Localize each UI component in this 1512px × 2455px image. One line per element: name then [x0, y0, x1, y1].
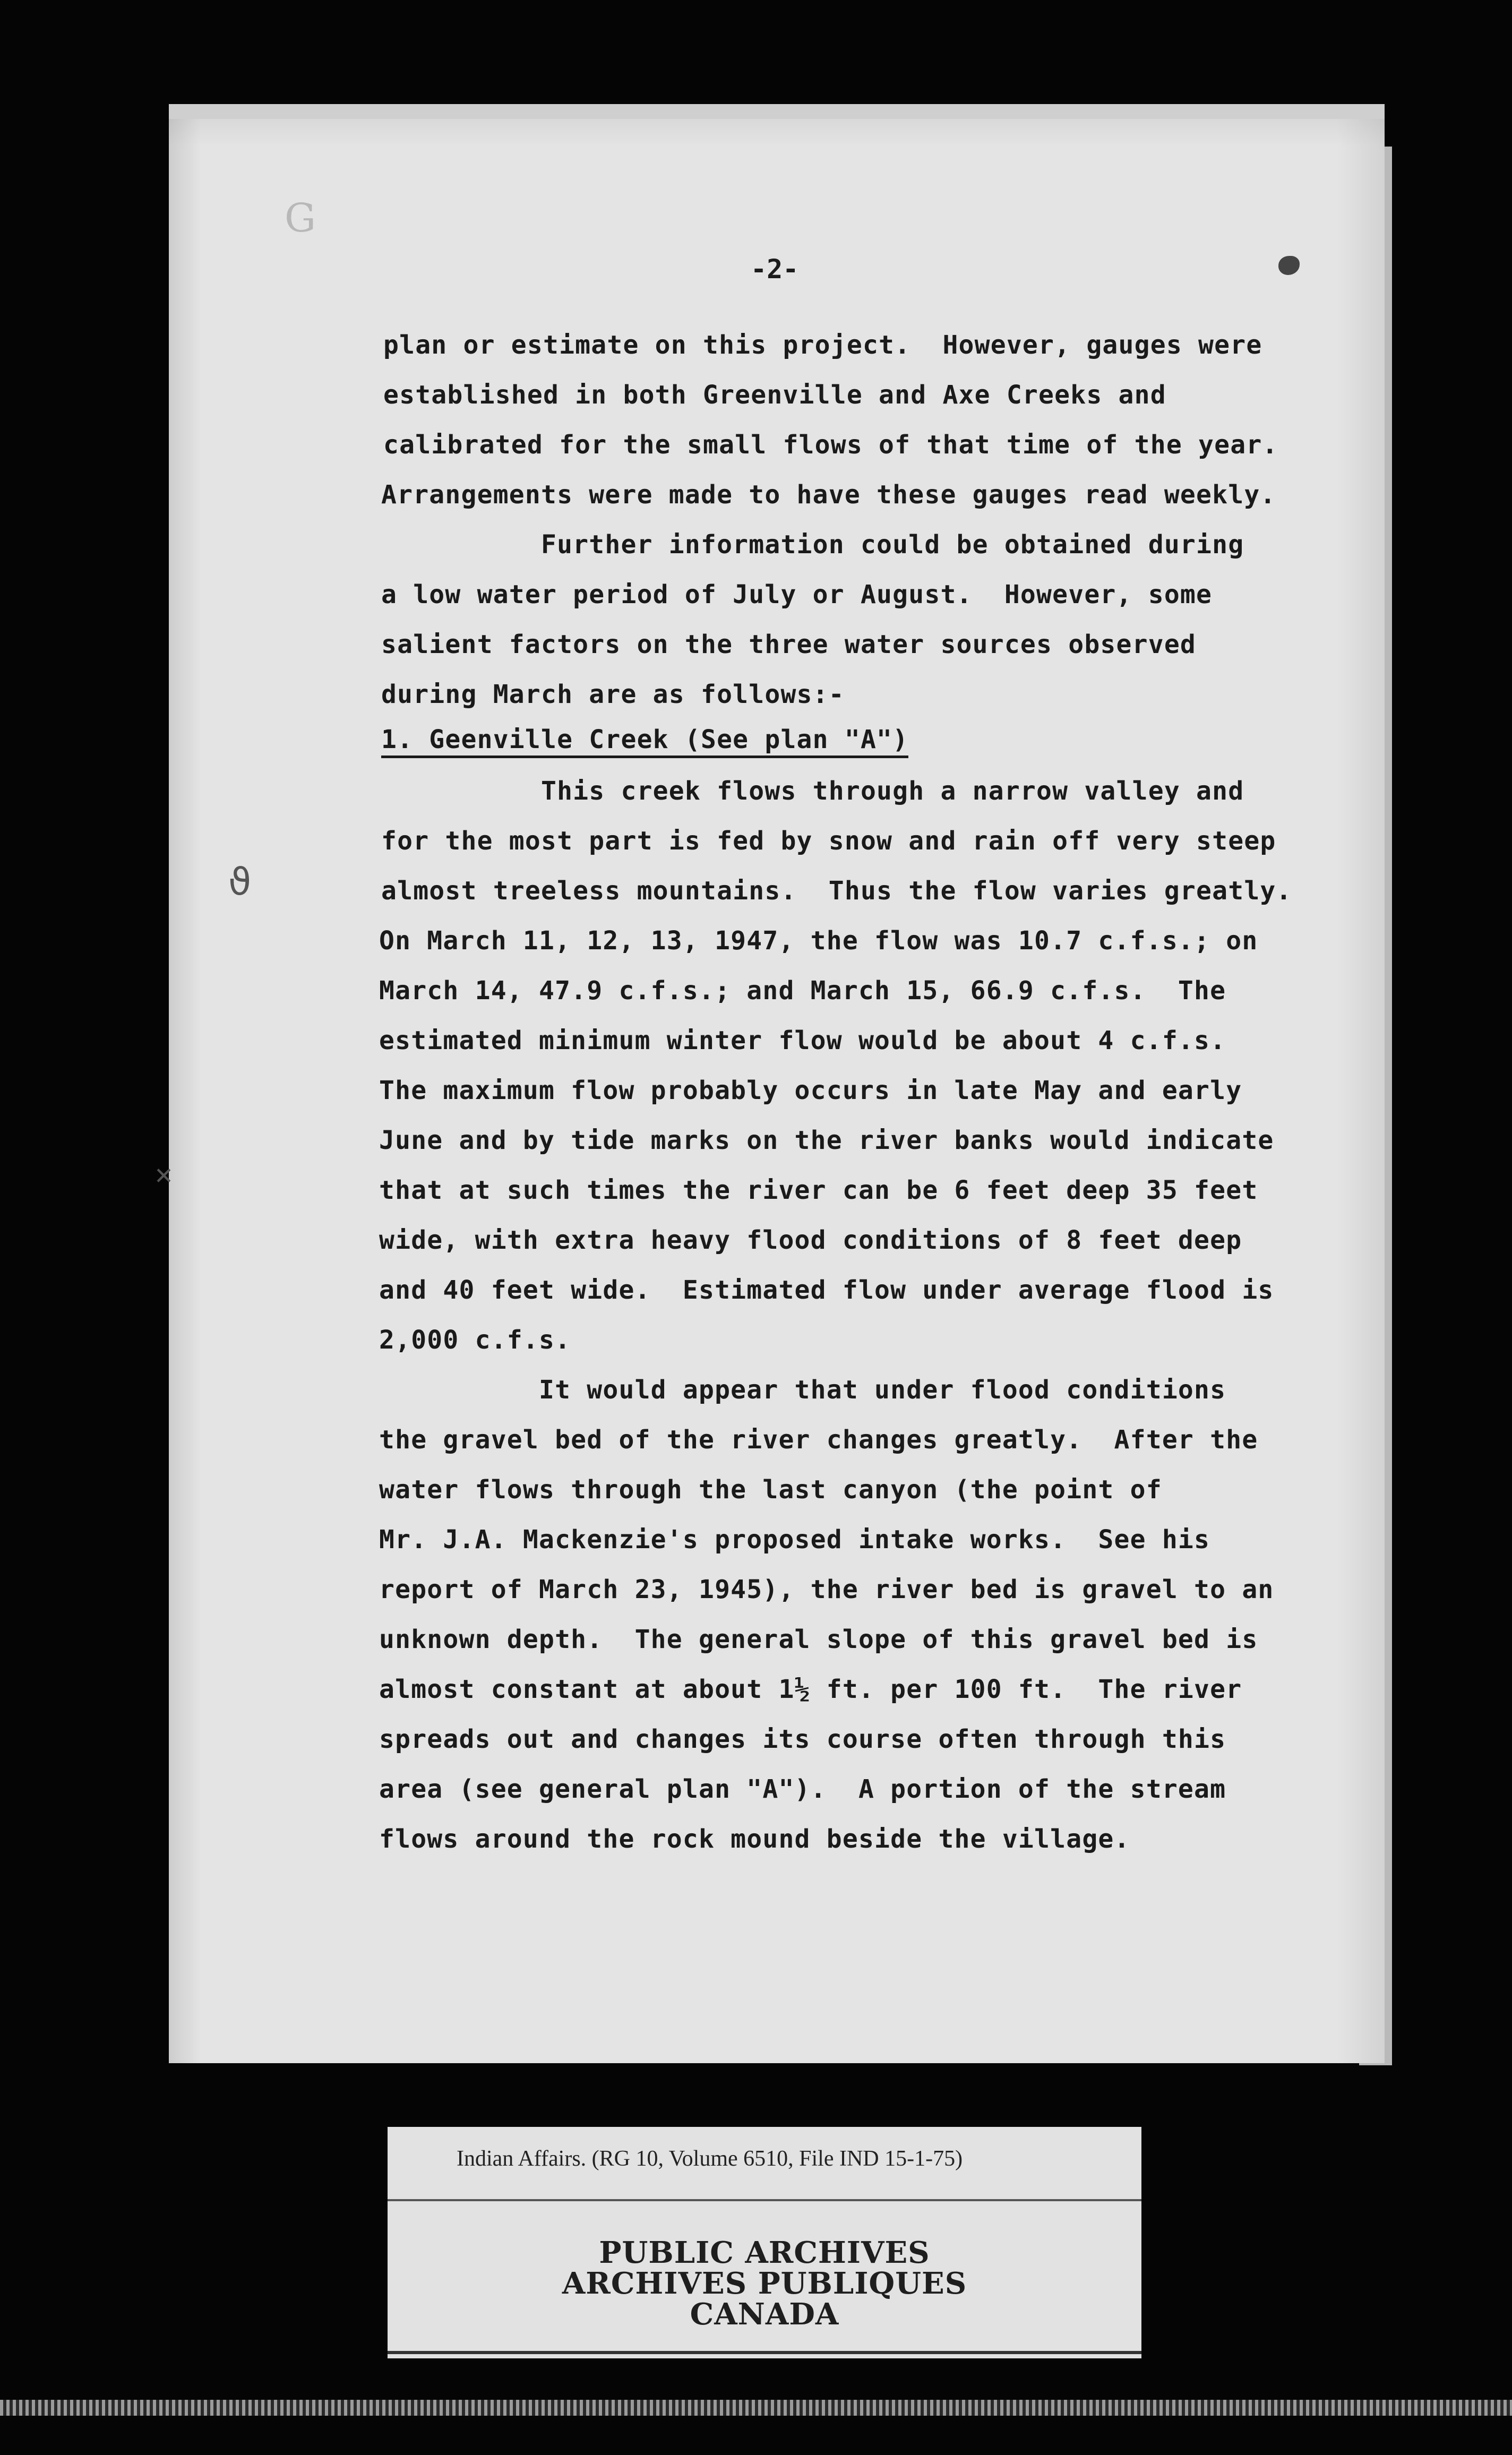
text-line: unknown depth. The general slope of this gravel bed is	[379, 1625, 1258, 1654]
text-line: It would appear that under flood conditions	[379, 1375, 1226, 1405]
text-line: calibrated for the small flows of that time of the year.	[383, 430, 1278, 460]
text-line: spreads out and changes its course often through this	[379, 1724, 1226, 1754]
text-line: a low water period of July or August. However, some	[381, 580, 1213, 610]
text-line: This creek flows through a narrow valley and	[381, 776, 1244, 806]
page-number: -2-	[751, 254, 799, 285]
text-line: water flows through the last canyon (the point of	[379, 1475, 1162, 1505]
archive-name-en: PUBLIC ARCHIVES	[599, 2235, 930, 2270]
text-line: March 14, 47.9 c.f.s.; and March 15, 66.9 c.f.s. The	[379, 976, 1226, 1006]
text-line: Mr. J.A. Mackenzie's proposed intake works. See his	[379, 1525, 1210, 1555]
text-line: flows around the rock mound beside the village.	[379, 1824, 1130, 1854]
text-line: almost constant at about 1½ ft. per 100 ft. The river	[379, 1675, 1242, 1704]
text-line: salient factors on the three water sources observed	[381, 630, 1197, 659]
label-bottom-rule	[388, 2351, 1141, 2354]
text-line: area (see general plan "A"). A portion of the stream	[379, 1774, 1226, 1804]
text-line: the gravel bed of the river changes greatly. After the	[379, 1425, 1258, 1455]
text-line: Arrangements were made to have these gauges read weekly.	[381, 480, 1276, 510]
margin-tick: ✕	[154, 1163, 174, 1190]
label-divider	[388, 2199, 1141, 2201]
text-line: during March are as follows:-	[381, 680, 845, 709]
text-line: Further information could be obtained during	[381, 530, 1244, 560]
archive-name-fr: ARCHIVES PUBLIQUES	[562, 2266, 967, 2301]
text-line: for the most part is fed by snow and rain off very steep	[381, 826, 1276, 856]
text-line: plan or estimate on this project. However, gauges were	[383, 330, 1262, 360]
archive-label	[388, 2127, 1141, 2358]
marginal-mark: G	[285, 195, 316, 241]
text-line: established in both Greenville and Axe Creeks and	[383, 380, 1166, 410]
archive-country: CANADA	[690, 2297, 839, 2332]
text-line: estimated minimum winter flow would be about 4 c.f.s.	[379, 1026, 1226, 1055]
margin-scribble: ϑ	[228, 860, 252, 904]
text-line: 2,000 c.f.s.	[379, 1325, 571, 1355]
text-line: The maximum flow probably occurs in late May and early	[379, 1076, 1242, 1105]
section-heading: 1. Geenville Creek (See plan "A")	[381, 725, 908, 758]
archive-citation: Indian Affairs. (RG 10, Volume 6510, File IND 15-1-75)	[457, 2147, 963, 2171]
text-line: and 40 feet wide. Estimated flow under average flood is	[379, 1275, 1274, 1305]
text-line: wide, with extra heavy flood conditions of 8 feet deep	[379, 1225, 1242, 1255]
text-line: report of March 23, 1945), the river bed is gravel to an	[379, 1575, 1274, 1604]
film-edge-strip	[0, 2400, 1512, 2416]
text-line: June and by tide marks on the river banks would indicate	[379, 1126, 1274, 1155]
text-line: that at such times the river can be 6 feet deep 35 feet	[379, 1175, 1258, 1205]
text-line: On March 11, 12, 13, 1947, the flow was 10.7 c.f.s.; on	[379, 926, 1258, 956]
text-line: almost treeless mountains. Thus the flow varies greatly.	[381, 876, 1292, 906]
